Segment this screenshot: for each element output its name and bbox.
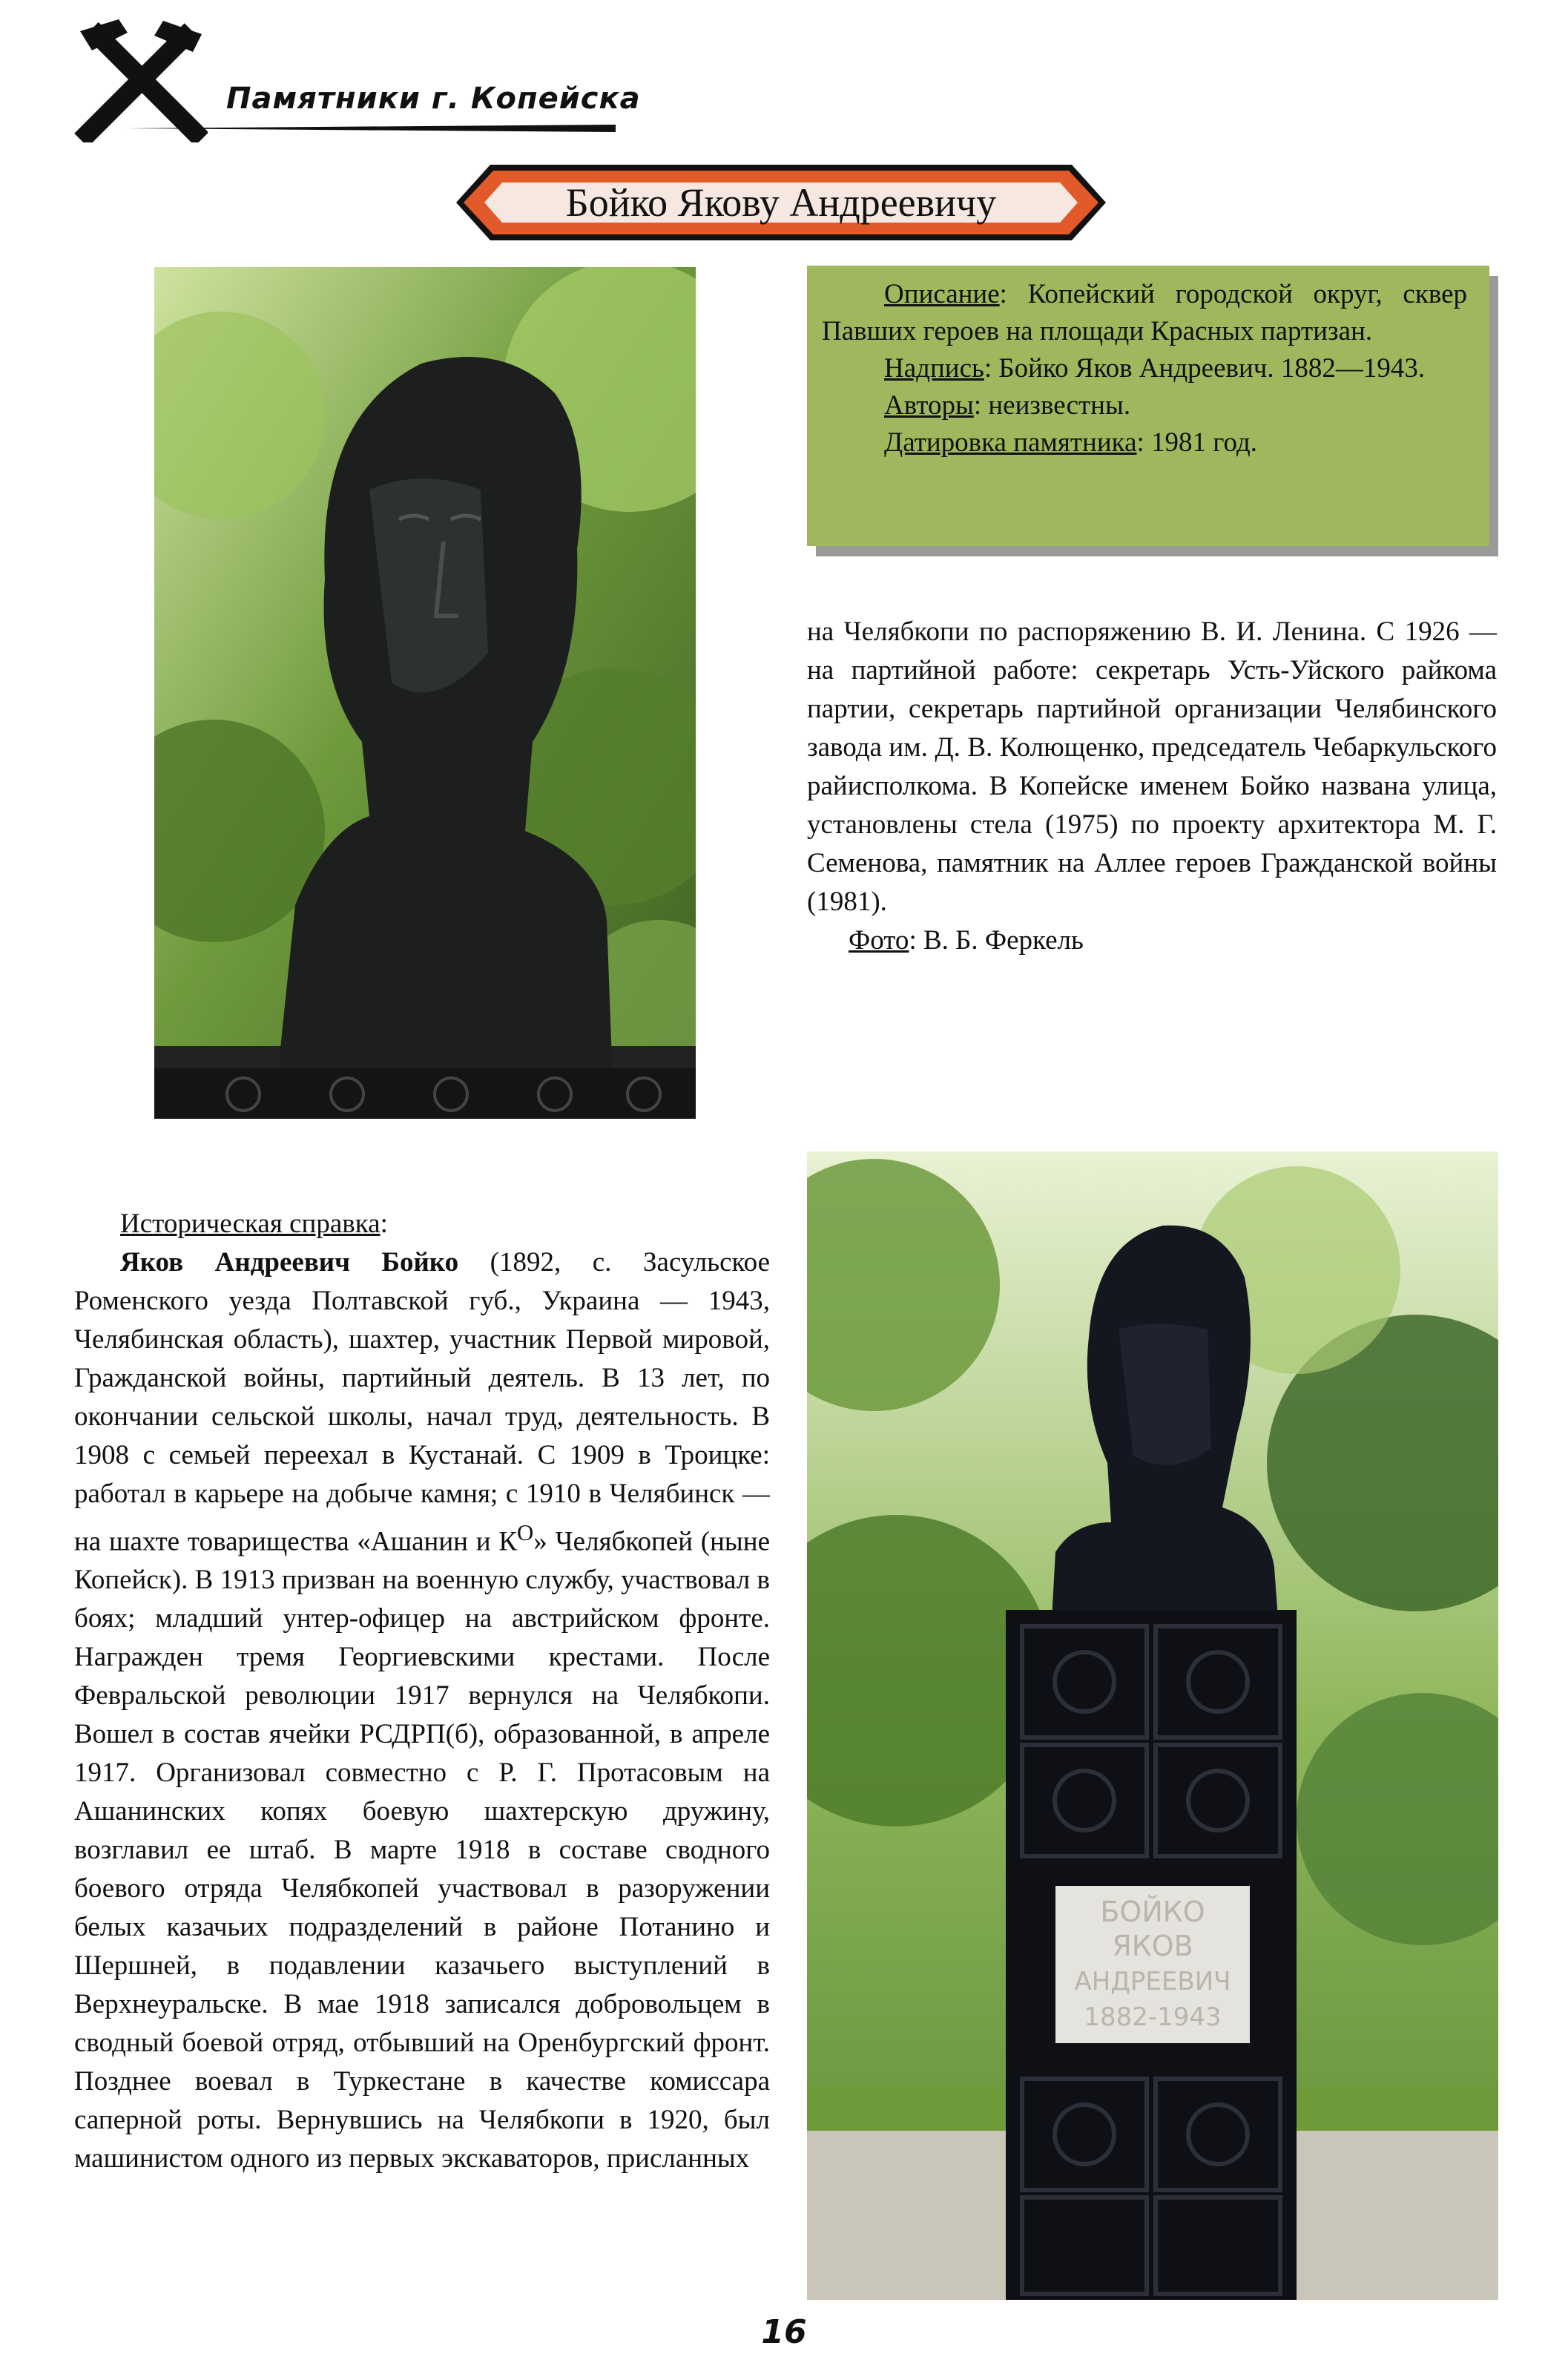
biography-part-2: » Челябкопей (ныне Копейск). В 1913 призван на военную службу, участвовал в боях; младший унтер-офицер на австрийском фронте. Награжден тремя Георгиевскими крестами. После Февральской революции 1917 вернулся на Челябкопи. Вошел в состав ячейки РСДРП(б), образованной, в апреле 1917. Организовал совместно с Р. Г. Протасовым на Ашанинских копях боевую шахтерскую дружину, возглавил ее штаб. В марте 1918 в составе сводного боевого отряда Челябкопей участвовал в разоружении белых казачьих подразделений в районе Потанино и Шершней, в подавлении казачьего выступлений в Верхнеуральске. В мае 1918 записался добровольцем в сводный боевой отряд, отбывший на Оренбургский фронт. Позднее воевал в Туркестане в качестве комиссара саперной роты. Вернувшись на Челябкопи в 1920, был машинистом одного из первых экскаваторов, присланных	[74, 1526, 770, 2174]
crossed-hammer-pick-icon	[74, 16, 208, 142]
bust-closeup-photo	[154, 267, 696, 1119]
dating-label: Датировка памятника	[884, 427, 1137, 458]
header-rule	[126, 125, 616, 132]
dating-value: : 1981 год.	[1136, 427, 1258, 458]
inscription-label: Надпись	[884, 353, 984, 384]
description-line-dating	[822, 424, 1467, 461]
historical-reference	[74, 1205, 770, 2178]
historical-heading-colon: :	[380, 1209, 388, 1239]
biography-text	[74, 1243, 770, 2178]
photo-credit-value: : В. Б. Феркель	[909, 925, 1084, 956]
historical-heading-label: Историческая справка	[120, 1209, 381, 1239]
biography-part-1: (1892, с. Засульское Роменского уезда Полтавской губ., Украина — 1943, Челябинская область), шахтер, участник Первой мировой, Гражданской войны, партийный деятель. В 13 лет, по окончании сельской школы, начал труд, деятельность. В 1908 с семьей переехал в Кустанай. С 1909 в Троицке: работал в карьере на добыче камня; с 1910 в Челябинск — на шахте товарищества «Ашанин и К	[74, 1247, 770, 1557]
photo-credit	[807, 921, 1497, 960]
monument-full-photo	[807, 1151, 1498, 2300]
person-name: Яков Андреевич Бойко	[120, 1247, 459, 1278]
page-number: 16	[761, 2313, 807, 2351]
historical-heading	[74, 1205, 770, 1243]
inscription-value: : Бойко Яков Андреевич. 1882—1943.	[984, 353, 1426, 384]
authors-value: : неизвестны.	[973, 390, 1131, 421]
description-label: Описание	[884, 279, 1000, 309]
biography-continuation	[807, 613, 1497, 960]
plaque-line-2: ЯКОВ	[1112, 1930, 1193, 1962]
authors-label: Авторы	[884, 390, 974, 421]
biography-continuation-text: на Челябкопи по распоряжению В. И. Ленина. С 1926 — на партийной работе: секретарь Усть-Уйского райкома партии, секретарь партийной организации Челябинского завода им. Д. В. Колющенко, председатель Чебаркульского райисполкома. В Копейске именем Бойко названа улица, установлены стела (1975) по проекту архитектора М. Г. Семенова, памятник на Аллее героев Гражданской войны (1981).	[807, 617, 1497, 917]
plaque-line-4: 1882-1943	[1084, 2002, 1222, 2032]
description-value: : Копейский городской округ, сквер Павших героев на площади Красных партизан.	[822, 279, 1467, 346]
photo-credit-label: Фото	[849, 925, 909, 956]
description-box	[807, 266, 1489, 546]
series-title: Памятники г. Копейска	[226, 82, 641, 116]
description-line-location	[822, 276, 1467, 350]
description-line-inscription	[822, 350, 1467, 387]
description-line-authors	[822, 387, 1467, 424]
biography-superscript: О	[517, 1520, 534, 1545]
plaque-line-3: АНДРЕЕВИЧ	[1074, 1967, 1231, 1996]
plaque-line-1: БОЙКО	[1100, 1896, 1205, 1928]
monument-title: Бойко Якову Андреевичу	[565, 180, 997, 225]
